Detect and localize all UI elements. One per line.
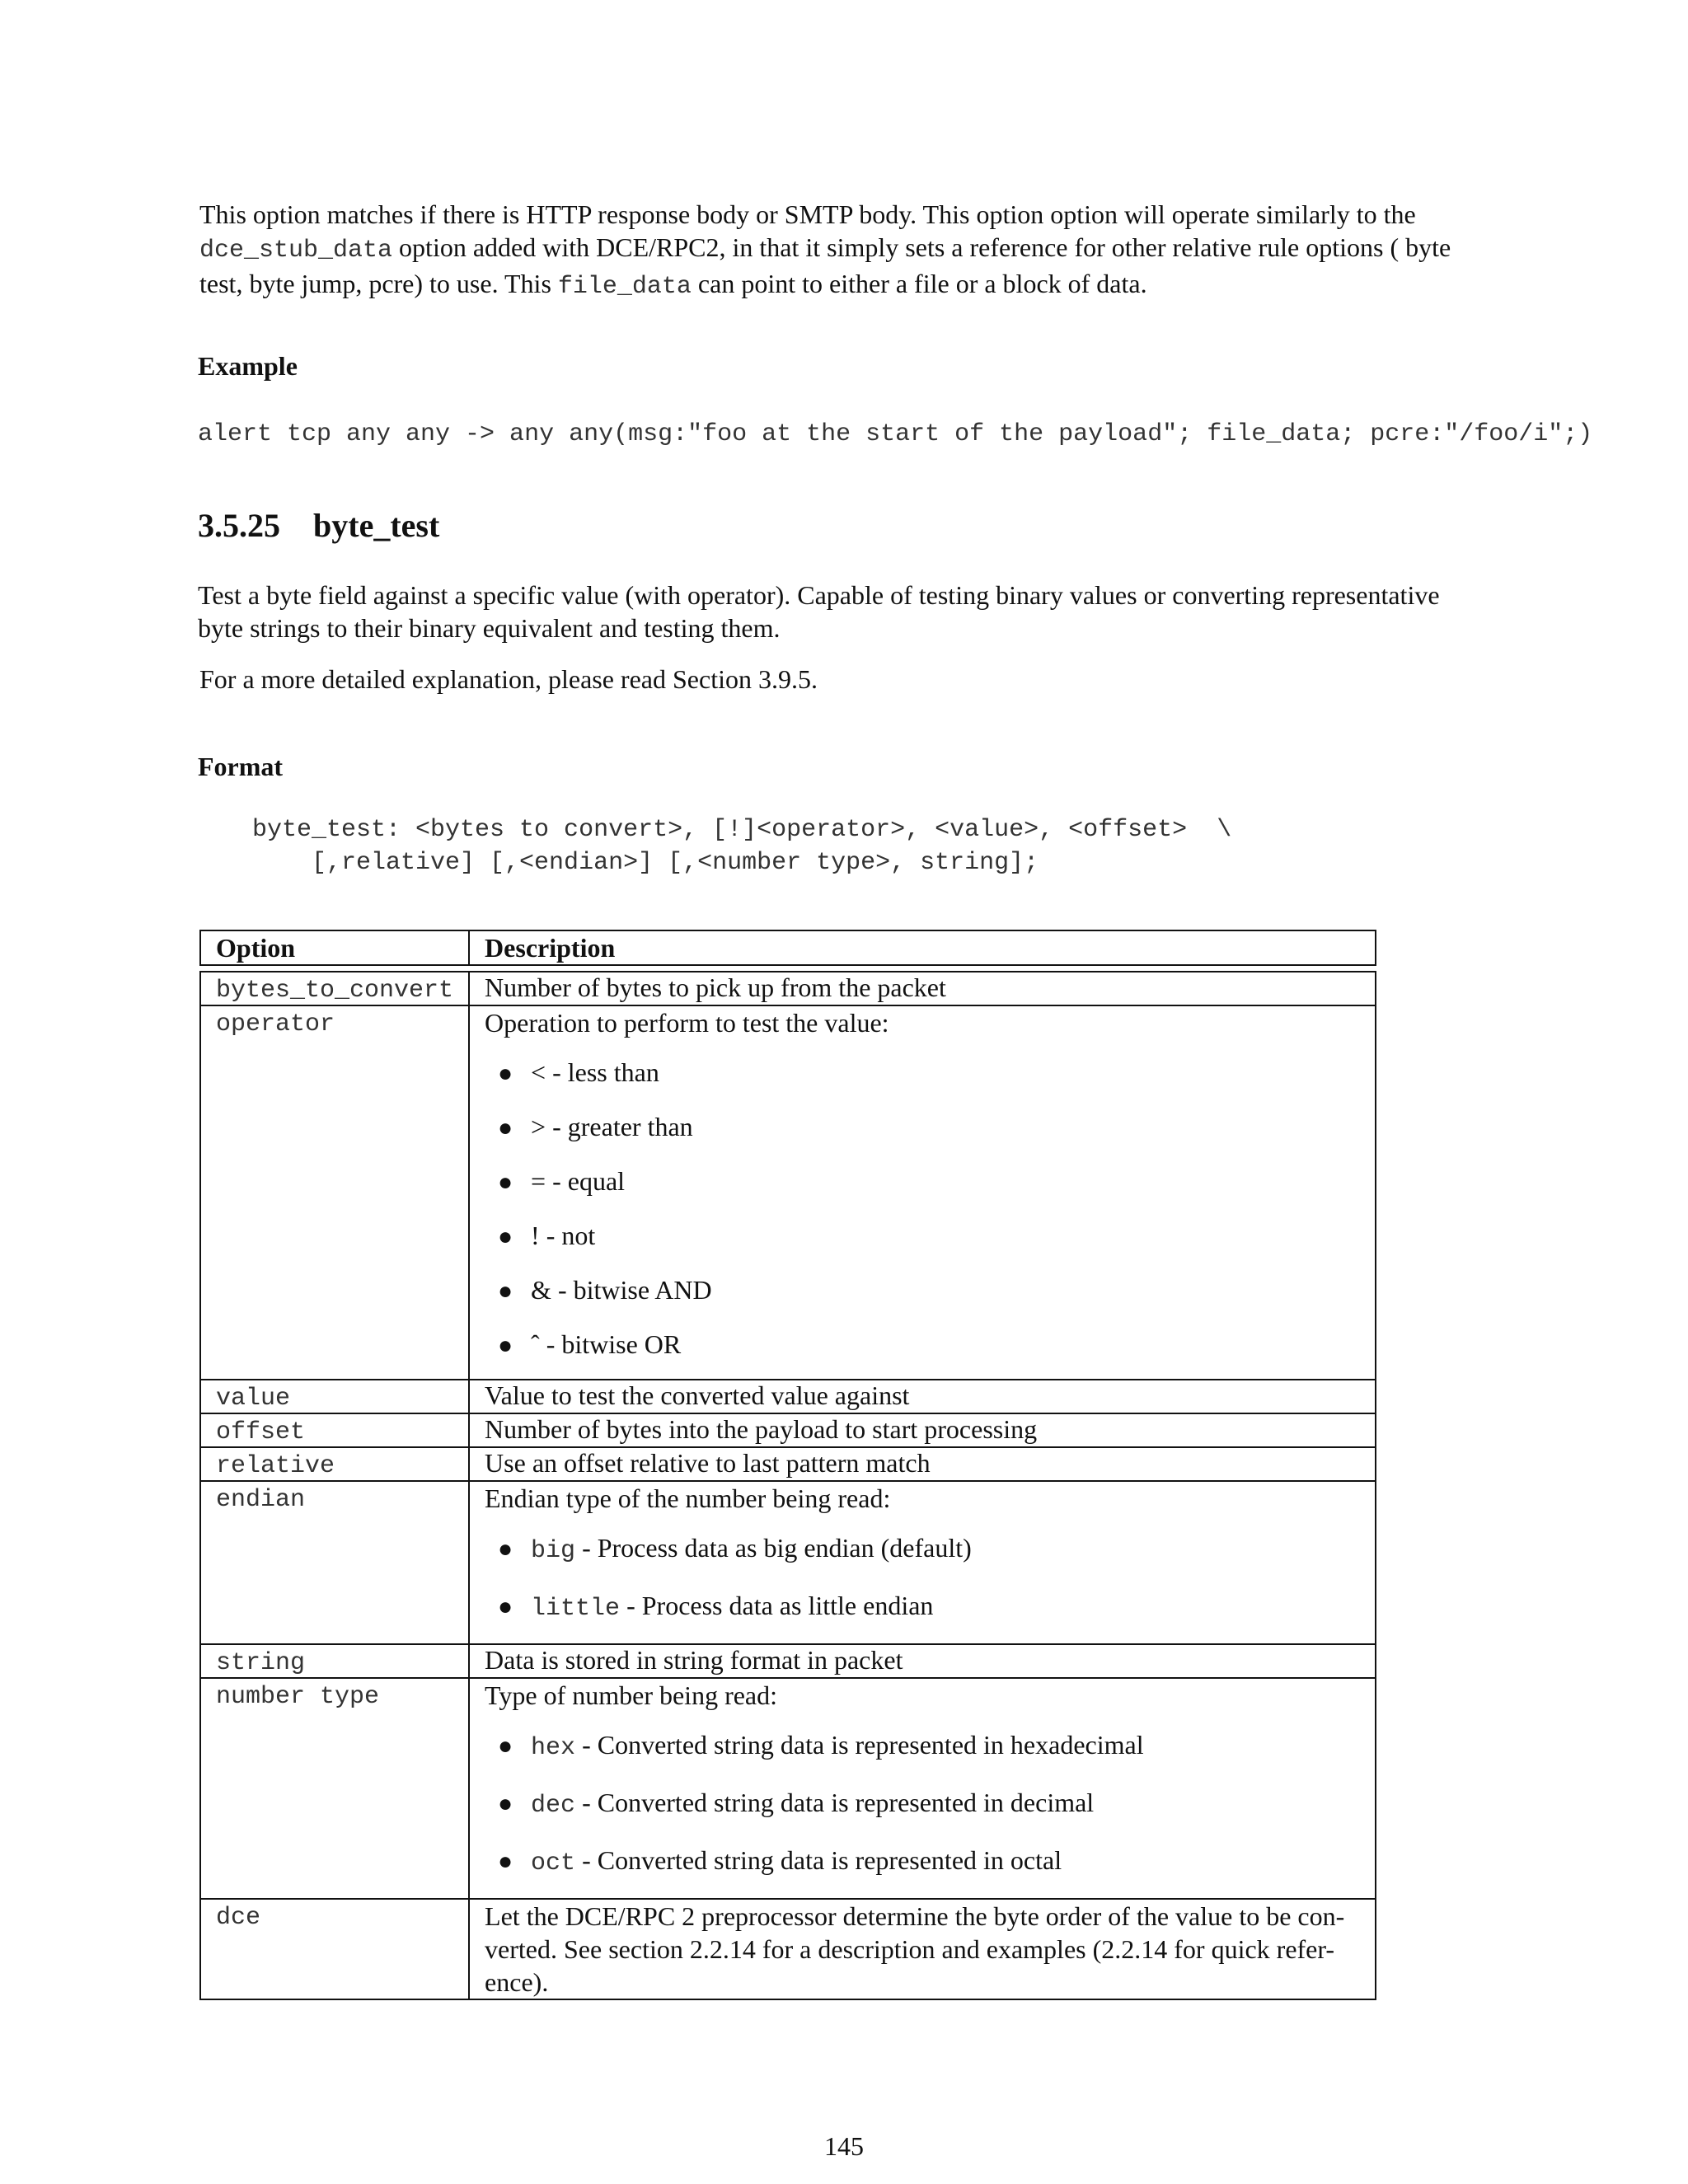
desc-line-2: byte strings to their binary equivalent and testing them. (198, 613, 781, 643)
number-type-text: - Converted string data is represented in hexadecimal (575, 1730, 1144, 1760)
bullet-icon: ● (498, 1169, 513, 1196)
desc-dce (469, 1899, 1376, 1999)
bullet-icon: ● (498, 1848, 513, 1875)
intro-line-3-pre: test, byte jump, pcre) to use. This (199, 269, 558, 298)
operator-symbol: = (531, 1166, 546, 1196)
operator-symbol: > (531, 1112, 546, 1141)
desc-line-1: Test a byte field against a specific value (with operator). Capable of testing binary values or converting representative (198, 580, 1440, 610)
example-code: alert tcp any any -> any any(msg:"foo at the start of the payload"; file_data; pcre:"/foo/i";) (198, 420, 1593, 448)
page-number: 145 (824, 2131, 864, 2161)
format-code-line-2: [,relative] [,<endian>] [,<number type>, string]; (252, 849, 1039, 877)
number-type-list (485, 1728, 1360, 1880)
table-header-row (200, 930, 1376, 965)
operator-text: - less than (546, 1057, 659, 1087)
operator-text: - bitwise OR (539, 1329, 682, 1359)
table-row (200, 1413, 1376, 1447)
desc-dce-line-1: Let the DCE/RPC 2 preprocessor determine the byte order of the value to be con- (485, 1901, 1345, 1931)
number-type-text: - Converted string data is represented in octal (575, 1845, 1062, 1875)
bullet-icon: ● (498, 1790, 513, 1817)
option-value: value (216, 1385, 291, 1413)
table-row (200, 1447, 1376, 1481)
section-title: byte_test (313, 507, 440, 544)
option-string: string (216, 1649, 306, 1677)
section-heading (198, 506, 439, 545)
bullet-icon: ● (498, 1277, 513, 1305)
bullet-icon: ● (498, 1114, 513, 1141)
number-type-code: oct (531, 1849, 576, 1877)
desc-operator: Operation to perform to test the value: (485, 1008, 889, 1038)
number-type-code: hex (531, 1734, 576, 1762)
desc-string: Data is stored in string format in packet (469, 1644, 1376, 1678)
desc-offset: Number of bytes into the payload to start processing (469, 1413, 1376, 1447)
list-item (485, 1531, 1360, 1568)
table-row (200, 1005, 1376, 1380)
operator-text: - not (539, 1221, 596, 1250)
endian-code: little (531, 1595, 621, 1623)
list-item (485, 1589, 1360, 1625)
number-type-text: - Converted string data is represented in decimal (575, 1788, 1095, 1817)
bullet-icon: ● (498, 1332, 513, 1359)
number-type-code: dec (531, 1792, 576, 1820)
bullet-icon: ● (498, 1593, 513, 1620)
table-row (200, 1644, 1376, 1678)
option-endian: endian (216, 1486, 306, 1514)
table-row (200, 1380, 1376, 1413)
intro-line-2 (199, 231, 1502, 267)
intro-line-2-text: option added with DCE/RPC2, in that it simply sets a reference for other relative rule options ( byte (392, 232, 1451, 262)
operator-text: - equal (546, 1166, 626, 1196)
desc-value: Value to test the converted value against (469, 1380, 1376, 1413)
table-row (200, 1899, 1376, 1999)
option-operator: operator (216, 1010, 335, 1038)
header-option: Option (200, 930, 469, 965)
option-relative: relative (216, 1452, 335, 1480)
table-row (200, 972, 1376, 1005)
format-code-line-1: byte_test: <bytes to convert>, [!]<operator>, <value>, <offset> \ (252, 816, 1232, 844)
desc-dce-line-3: ence). (485, 1967, 549, 1997)
section-number: 3.5.25 (198, 507, 280, 544)
options-table (199, 930, 1376, 2000)
list-item (485, 1273, 1360, 1306)
option-offset: offset (216, 1418, 306, 1446)
desc-number-type: Type of number being read: (485, 1680, 778, 1710)
description-paragraph (198, 579, 1500, 644)
intro-paragraph (199, 198, 1502, 303)
operator-symbol: ˆ (531, 1329, 540, 1359)
option-number-type: number type (216, 1683, 380, 1711)
list-item (485, 1844, 1360, 1880)
operator-text: - greater than (546, 1112, 693, 1141)
option-bytes-to-convert: bytes_to_convert (216, 977, 454, 1005)
bullet-icon: ● (498, 1732, 513, 1760)
intro-line-3-post: can point to either a file or a block of data. (691, 269, 1147, 298)
list-item (485, 1328, 1360, 1361)
list-item (485, 1786, 1360, 1822)
endian-text: - Process data as big endian (default) (575, 1533, 972, 1563)
desc-line-3: For a more detailed explanation, please read Section 3.9.5. (199, 664, 818, 694)
example-heading: Example (198, 351, 298, 381)
format-heading: Format (198, 752, 284, 781)
list-item (485, 1110, 1360, 1143)
list-item (485, 1219, 1360, 1252)
option-dce: dce (216, 1904, 261, 1932)
table-row (200, 1678, 1376, 1899)
endian-list (485, 1531, 1360, 1625)
header-separator (200, 965, 1376, 972)
dce-stub-data-code: dce_stub_data (199, 237, 393, 265)
table-row (200, 1481, 1376, 1644)
desc-relative: Use an offset relative to last pattern match (469, 1447, 1376, 1481)
bullet-icon: ● (498, 1223, 513, 1250)
operator-symbol: & (531, 1275, 551, 1305)
endian-text: - Process data as little endian (620, 1591, 934, 1620)
endian-code: big (531, 1537, 576, 1565)
desc-endian: Endian type of the number being read: (485, 1483, 891, 1513)
operator-list (485, 1056, 1360, 1361)
bullet-icon: ● (498, 1535, 513, 1563)
desc-bytes-to-convert: Number of bytes to pick up from the packet (469, 972, 1376, 1005)
intro-line-3 (199, 267, 1502, 303)
intro-line-1: This option matches if there is HTTP response body or SMTP body. This option option will operate similarly to the (199, 199, 1416, 229)
bullet-icon: ● (498, 1060, 513, 1087)
list-item (485, 1165, 1360, 1197)
desc-dce-line-2: verted. See section 2.2.14 for a description and examples (2.2.14 for quick refer- (485, 1934, 1335, 1964)
operator-text: - bitwise AND (551, 1275, 712, 1305)
list-item (485, 1728, 1360, 1765)
header-description: Description (469, 930, 1376, 965)
list-item (485, 1056, 1360, 1089)
operator-symbol: < (531, 1057, 546, 1087)
file-data-code: file_data (557, 273, 692, 301)
operator-symbol: ! (531, 1221, 540, 1250)
